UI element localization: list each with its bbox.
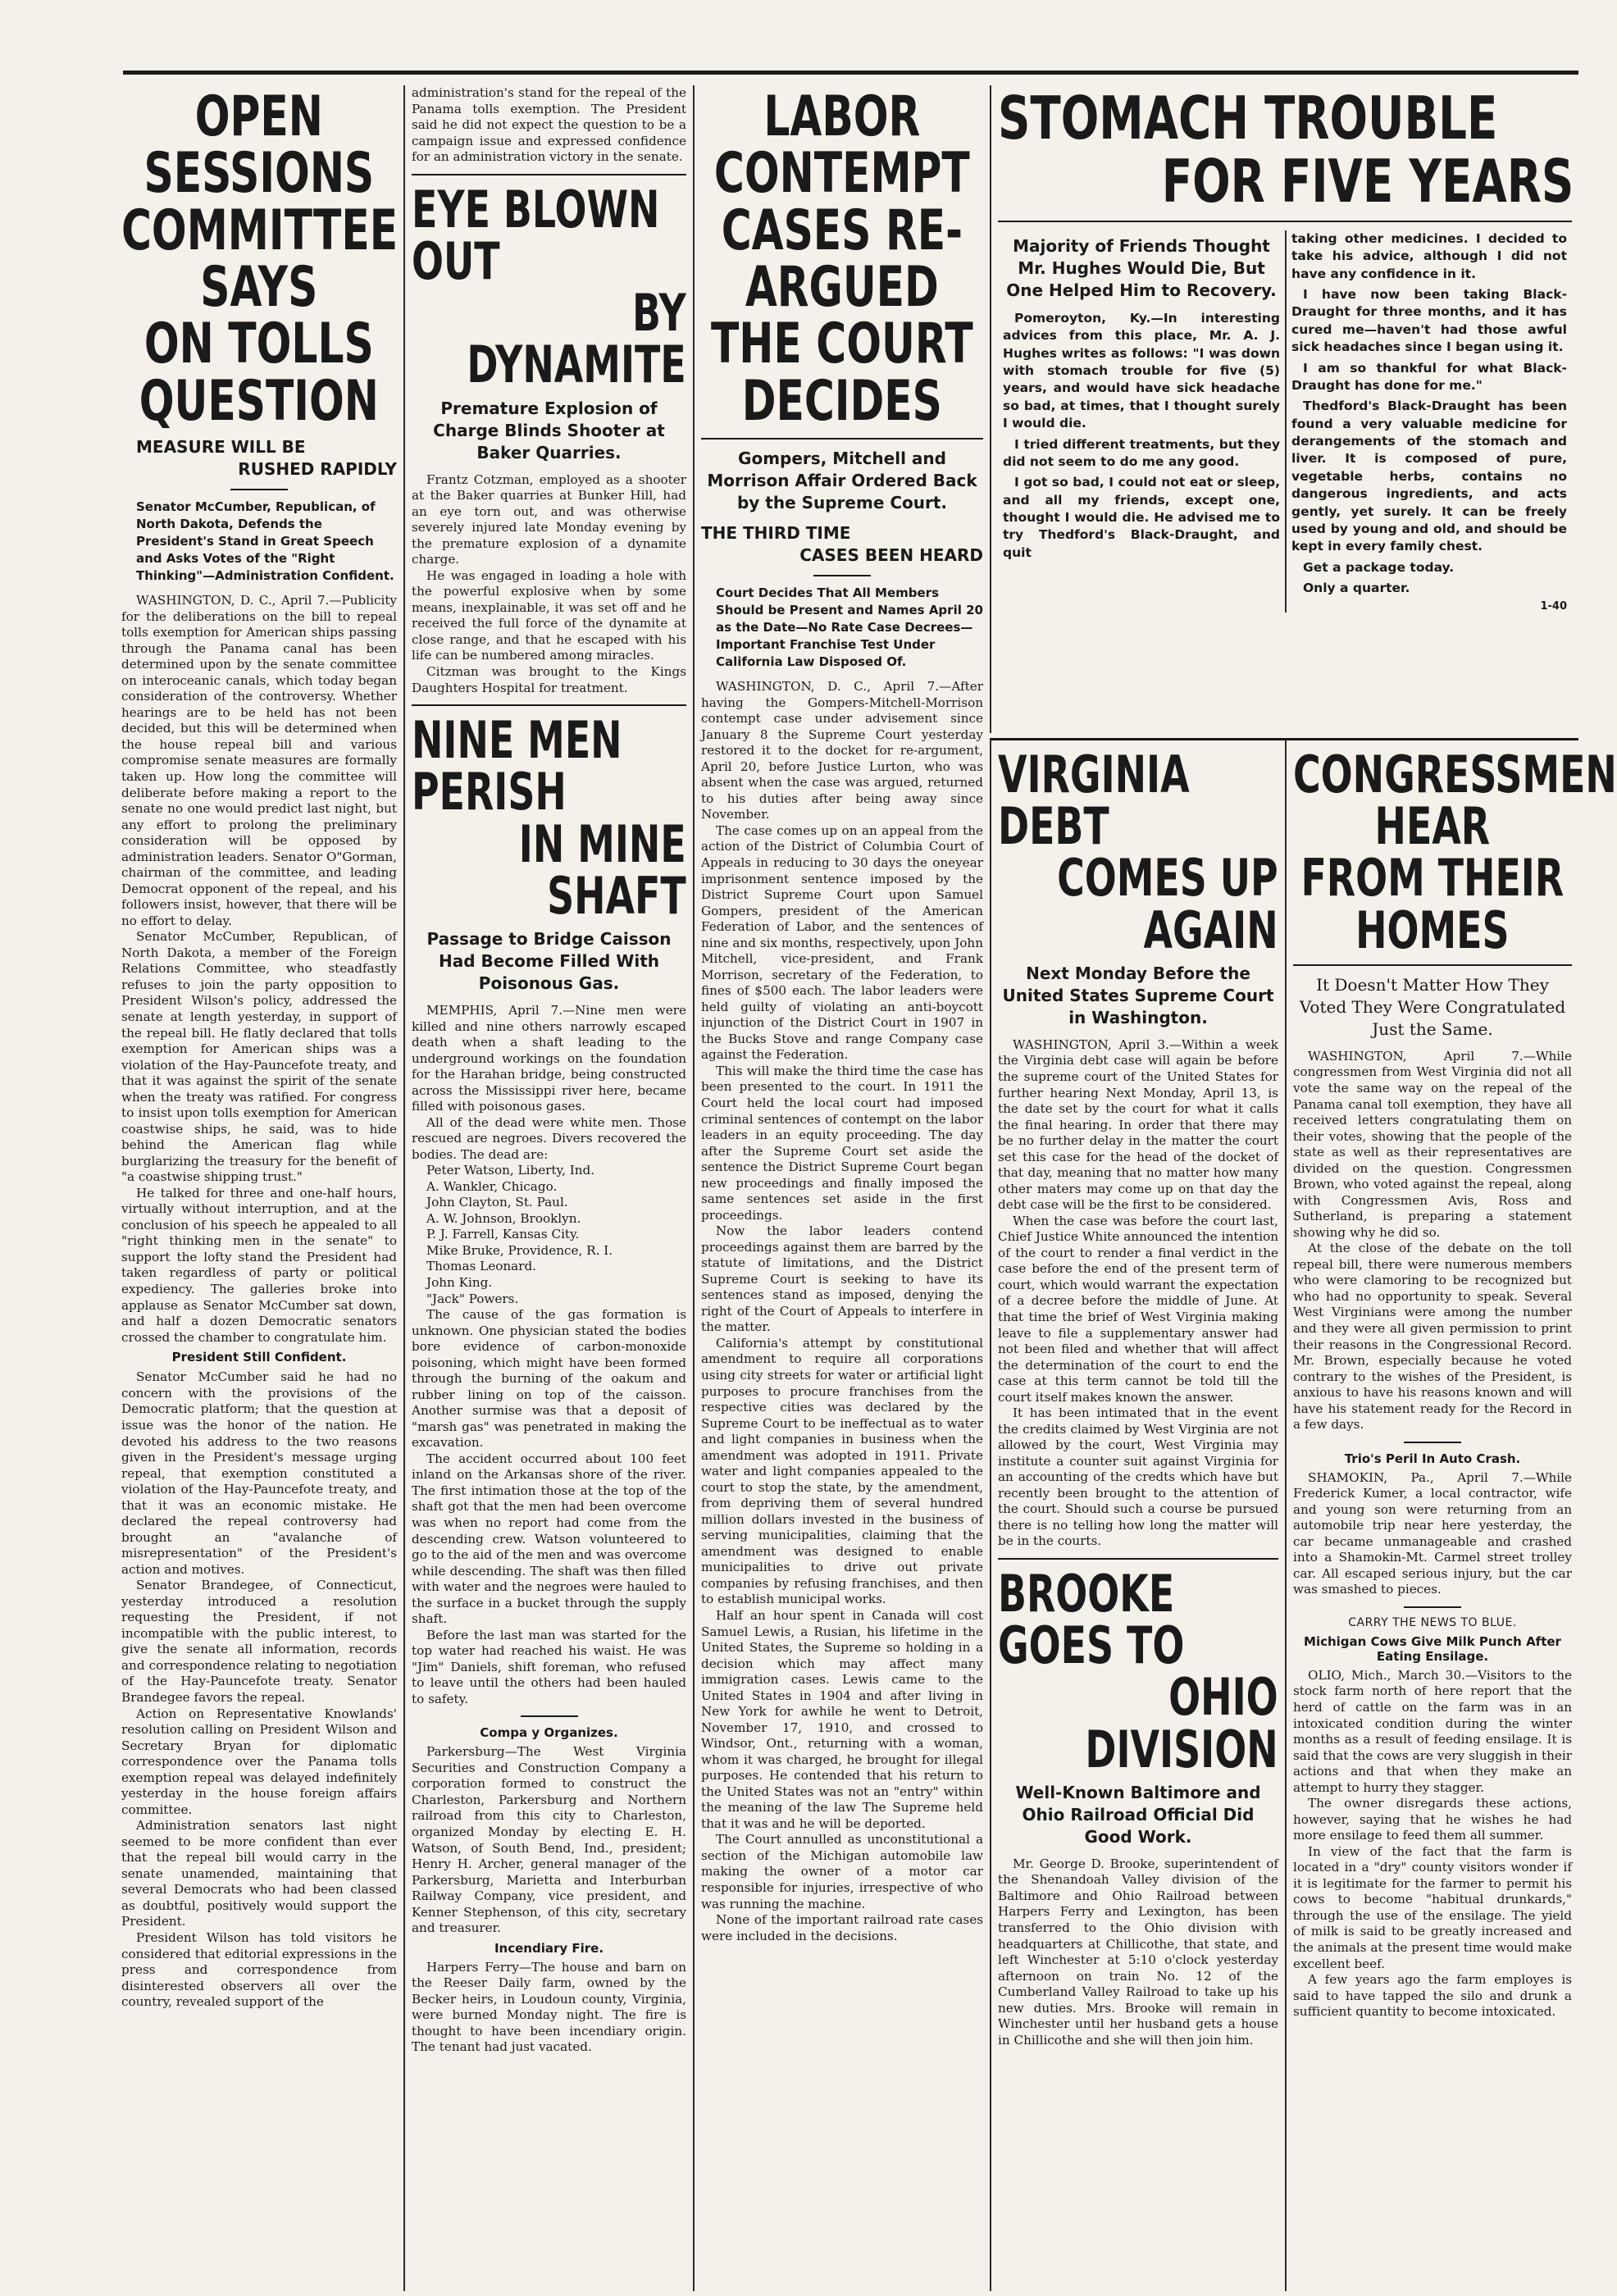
paragraph: taking other medicines. I decided to take his advice, although I did not have any confidence in it. — [1291, 230, 1567, 281]
headline-line: OHIO DIVISION — [1085, 1667, 1278, 1779]
paragraph: The cause of the gas formation is unknown. One physician stated the bodies bore evidence of carbon-monoxide poisoning, which might have been formed through the burning of the oakum and rubber lining on top of the caisson. Another surmise was that a deposit of "marsh gas" was penetrated in making the excavation. — [412, 1307, 686, 1451]
summary: Senator McCumber, Republican, of North Dakota, Defends the President's Stand in Great Speech and Asks Votes of the "Right Thinking"—Administration Confident. — [136, 499, 394, 584]
paragraph: Senator McCumber said he had no concern with the provisions of the Democratic platform; that the question at issue was the honor of the nation. He devoted his address to the two reasons given in the President's message urging repeal, that exemption constituted a violation of the Hay-Pauncefote treaty, and that it was an economic mistake. He declared the repeal controversy had brought an "avalanche of misrepresentation" of the President's action and motives. — [121, 1369, 397, 1577]
paragraph: Mr. George D. Brooke, superintendent of the Shenandoah Valley division of the Baltimore and Ohio Railroad between Harpers Ferry and Lexington, has been transferred to the Ohio division with headquarters at Chillicothe, that state, and left Winchester at 5:10 o'clock yesterday afternoon on train No. 12 of the Cumberland Valley Railroad to take up his new duties. Mrs. Brooke will remain in Winchester until her husband gets a house in Chillicothe and she will then join him. — [998, 1856, 1278, 2048]
deck: Passage to Bridge Caisson Had Become Filled With Poisonous Gas. — [426, 928, 672, 993]
ad-body — [998, 230, 1572, 613]
deck-line: RUSHED RAPIDLY — [238, 459, 397, 480]
divider — [1293, 964, 1572, 966]
paragraph: WASHINGTON, April 3.—Within a week the Virginia debt case will again be before the supreme court of the United States for further hearing Next Monday, April 13, is the date set by the court for what it calls the final hearing. In order that there may be no further delay in the matter the court set this case for the head of the docket of that day, meaning that no matter how many other maters may come up on that day the debt case will be the first to be considered. — [998, 1036, 1278, 1213]
article-body — [701, 679, 983, 1944]
paragraph: In view of the fact that the farm is located in a "dry" county visitors wonder if it is legitimate for the farmer to permit his cows to become "habitual drunkards," through the use of the ensilage. The yield of milk is said to be greatly increased and the animals at the present time would make excellent beef. — [1293, 1843, 1572, 1971]
ad-headline: STOMACH TROUBLE — [998, 84, 1498, 153]
paragraph: OLIO, Mich., March 30.—Visitors to the stock farm north of here report that the herd of cattle on the farm was in an intoxicated condition during the winter months as a result of feeding ensilage. It is said that the cows are very sluggish in their actions and that when they make an attempt to hurry they stagger. — [1293, 1667, 1572, 1795]
headline-line: CASES RE-ARGUED — [721, 198, 963, 321]
list-item: Thomas Leonard. — [426, 1259, 536, 1274]
headline-line: BY DYNAMITE — [467, 283, 686, 395]
headline-labor-contempt — [701, 84, 983, 434]
headline-line: FROM THEIR HOMES — [1300, 848, 1565, 960]
paragraph: It has been intimated that in the event the credits claimed by West Virginia are not allowed by the court, West Virginia may institute a counter suit against Virginia for an accounting of the credts which have but recently been brought to the attention of the court. Should such a course be pursued there is no telling how long the matter will be in the courts. — [998, 1405, 1278, 1549]
paragraph: Harpers Ferry—The house and barn on the Reeser Daily farm, owned by the Becker heirs, in Loudoun county, Virginia, were burned Monday night. The fire is thought to have been incendiary origin. The tenant had just vacated. — [412, 1959, 686, 2055]
paragraph: Action on Representative Knowlands' resolution calling on President Wilson and Secretary Bryan for diplomatic correspondence over the Panama tolls exemption repeal was delayed indefinitely yesterday in the house foreign affairs committee. — [121, 1706, 397, 1817]
column-3 — [693, 85, 990, 2291]
headline-line: CONGRESSMEN HEAR — [1293, 745, 1617, 857]
article-body — [1293, 1049, 1572, 1433]
headline-line: COMMITTEE SAYS — [121, 198, 399, 321]
ad-text — [1291, 230, 1567, 598]
paragraph: Administration senators last night seemed to be more confident than ever that the repeal bill would carry in the senate unamended, maintaining that several Democrats who had been classed as doubtful, positively would support the President. — [121, 1818, 397, 1929]
headline-nine-men-perish — [412, 710, 686, 926]
article-body — [121, 593, 397, 2010]
ad-column — [1285, 230, 1572, 613]
article-body — [998, 1856, 1278, 2048]
paragraph: Pomeroyton, Ky.—In interesting advices from this place, Mr. A. J. Hughes writes as follows: "I was down with stomach trouble for five (5) years, and would have sick headache so bad, at times, that I thought surely I would die. — [1003, 310, 1280, 431]
column-2 — [403, 85, 693, 2291]
column-5 — [1285, 738, 1617, 2291]
divider — [521, 1715, 578, 1717]
article-body — [412, 472, 686, 696]
headline-virginia-debt — [998, 745, 1278, 960]
headline-congressmen-hear — [1293, 745, 1617, 960]
divider — [230, 489, 288, 490]
divider — [412, 704, 686, 706]
paragraph: Thedford's Black-Draught has been found a very valuable medicine for derangements of the stomach and liver. It is composed of pure, vegetable herbs, contains no dangerous ingredients, and acts gently, yet surely. It can be freely used by young and old, and should be kept in every family chest. — [1291, 399, 1567, 554]
article-body — [412, 1744, 686, 1936]
paragraph: President Wilson has told visitors he considered that editorial expressions in the press and correspondence from disinterested observers all over the country, revealed support of the — [121, 1929, 397, 2010]
article-body — [412, 1960, 686, 2056]
article-body — [998, 1037, 1278, 1550]
paragraph: None of the important railroad rate cases were included in the decisions. — [701, 1912, 983, 1943]
list-item: Peter Watson, Liberty, Ind. — [426, 1163, 595, 1178]
deck: Premature Explosion of Charge Blinds Shooter at Baker Quarries. — [433, 398, 665, 462]
deck: Gompers, Mitchell and Morrison Affair Ordered Back by the Supreme Court. — [707, 449, 977, 513]
paragraph: MEMPHIS, April 7.—Nine men were killed and nine others narrowly escaped death when a shaft leading to the underground workings on the foundation for the Harahan bridge, being constructed across the Mississippi river here, became filled with poisonous gases. — [412, 1002, 686, 1114]
paragraph: Citzman was brought to the Kings Daughters Hospital for treatment. — [412, 663, 686, 695]
article-continuation — [412, 85, 686, 166]
paragraph: When the case was before the court last, Chief Justice White announced the intention of the court to render a final verdict in the case before the end of the present term of court, which would warrant the expectation of a decree before the middle of June. At that time the brief of West Virginia making leave to file a supplementary answer had not been filed and whether that will affect the determination of the court to end the case at this term cannot be told till the court itself makes known the answer. — [998, 1213, 1278, 1405]
deck — [701, 522, 983, 567]
paragraph: The case comes up on an appeal from the action of the District of Columbia Court of Appeals in reducing to 30 days the oneyear imprisonment sentence imposed by the District Supreme Court upon Samuel Gompers, president of the American Federation of Labor, and the sentences of nine and six months, respectively, upon John Mitchell, vice-president, and Frank Morrison, secretary of the Federation, to fines of $500 each. The labor leaders were held guilty of violating an anti-boycott injunction of the District Court in 1907 in the Bucks Stove and range Company case against the Federation. — [701, 822, 983, 1063]
headline-brooke-goes — [998, 1563, 1278, 1779]
headline-line: NINE MEN PERISH — [412, 710, 622, 822]
caps-headline: CARRY THE NEWS TO BLUE. — [1348, 1615, 1517, 1629]
paragraph: Senator McCumber, Republican, of North Dakota, a member of the Foreign Relations Committee, who steadfastly refuses to join the party opposition to President Wilson's policy, addressed the senate at length yesterday, in support of the repeal bill. He flatly declared that tolls exemption for American ships was a violation of the Hay-Pauncefote treaty, and that it was against the spirit of the senate when the treaty was ratified. For congress to insist upon tolls exemption for American coastwise ships, he said, was to hide behind the American flag while burglarizing the treasury for the benefit of "a coastwise shipping trust." — [121, 929, 397, 1185]
top-rule — [123, 71, 1578, 75]
deck: Next Monday Before the United States Supreme Court in Washington. — [1002, 963, 1274, 1027]
divider — [1404, 1442, 1461, 1443]
deck — [136, 436, 397, 481]
paragraph: He talked for three and one-half hours, virtually without interruption, and at the conclusion of his speech he appealed to all "right thinking men in the senate" to support the lofty stand the President had taken regardless of party or political expediency. The galleries broke into applause as Senator McCumber sat down, and half a dozen Democratic senators crossed the chamber to congratulate him. — [121, 1185, 397, 1345]
divider — [412, 174, 686, 175]
ad-column — [998, 230, 1285, 613]
subhead: President Still Confident. — [171, 1350, 347, 1365]
column-4 — [990, 738, 1285, 2291]
paragraph: Half an hour spent in Canada will cost Samuel Lewis, a Rusian, his lifetime in the United States, the Supreme so holding in a decision which may affect many immigration cases. Lewis came to the United States in 1904 and after living in New York for awhile he went to Detroit, November 17, 1910, and crossed to Windsor, Ont., returning with a woman, whom it was charged, he brought for illegal purposes. He contended that his return to the United States was not an "entry" within the meaning of the law The Supreme held that it was and he will be deported. — [701, 1607, 983, 1831]
column-1 — [115, 85, 403, 2291]
divider — [1404, 1606, 1461, 1608]
headline-eye-blown-out — [412, 179, 686, 395]
divider — [813, 575, 871, 576]
paragraph: Parkersburg—The West Virginia Securities and Construction Company a corporation formed to construct the Charleston, Parkersburg and Northern railroad from this city to Charleston, organized Monday by electing E. H. Watson, of South Bend, Ind., president; Henry H. Archer, general manager of the Parkersburg, Marietta and Interburban Railway Company, vice president, and Kenner Stephenson, of this city, secretary and treasurer. — [412, 1744, 686, 1936]
list-item: A. Wankler, Chicago. — [426, 1178, 558, 1194]
article-body — [412, 1003, 686, 1163]
headline-line: COMES UP AGAIN — [1057, 848, 1278, 960]
list-item: P. J. Farrell, Kansas City. — [426, 1227, 580, 1242]
deck-line: MEASURE WILL BE — [136, 437, 306, 458]
divider — [998, 1558, 1278, 1560]
headline-line: EYE BLOWN OUT — [412, 179, 660, 291]
list-item: John King. — [426, 1275, 493, 1290]
list-item: Mike Bruke, Providence, R. I. — [426, 1242, 613, 1258]
paragraph: The accident occurred about 100 feet inland on the Arkansas shore of the river. The first intimation those at the top of the shaft got that the men had been overcome was when no report had come from the descending crew. Watson volunteered to go to the aid of the men and was overcome while descending. The shaft was then filled with water and the negroes were hauled to the surface in a bucket through the supply shaft. — [412, 1451, 686, 1627]
paragraph: Now the labor leaders contend proceedings against them are barred by the statute of limitations, and the District Supreme Court is seeking to have its sentences stand as imposed, denying the right of the Court of Appeals to interfere in the matter. — [701, 1223, 983, 1335]
paragraph: WASHINGTON, April 7.—While congressmen from West Virginia did not all vote the same way on the repeal of the Panama canal toll exemption, they have all received letters congratulating them on their votes, showing that the people of the state as well as their representatives are divided on the question. Congressmen Brown, who voted against the repeal, along with Congressmen Avis, Ross and Sutherland, is preparing a statement showing why he did so. — [1293, 1048, 1572, 1240]
subhead: Incendiary Fire. — [494, 1940, 604, 1956]
article-body — [1293, 1470, 1572, 1598]
headline-line: ON TOLLS QUESTION — [139, 312, 379, 434]
paragraph: I tried different treatments, but they did not seem to do me any good. — [1003, 436, 1280, 469]
paragraph: The owner disregards these actions, however, saying that he wishes he had more ensilage to feed them all summer. — [1293, 1796, 1572, 1843]
ad-deck: Majority of Friends Thought Mr. Hughes Would Die, But One Helped Him to Recovery. — [1006, 235, 1277, 300]
paragraph: California's attempt by constitutional amendment to require all corporations using city streets for water or artificial light purposes to procure franchises from the respective cities was declared by the Supreme Court to be ineffectual as to water and light companies in business when the amendment was adopted in 1911. Private water and light companies appealed to the court to stop the state, by the amendment, from depriving them of several hundred million dollars invested in the business of serving municipalities, claiming that the amendment was designed to enable municipalities to drive out private companies by refusing franchises, and then to establish municipal works. — [701, 1335, 983, 1607]
headline-line: OPEN SESSIONS — [143, 84, 375, 207]
subhead: Michigan Cows Give Milk Punch After Eating Ensilage. — [1304, 1633, 1561, 1664]
paragraph: I am so thankful for what Black-Draught has done for me." — [1291, 360, 1567, 393]
paragraph: Senator Brandegee, of Connecticut, yesterday introduced a resolution requesting the President, if not incompatible with the public interest, to give the senate all information, records and correspondence relating to negotiation of the Hay-Pauncefote treaty. Senator Brandegee favors the repeal. — [121, 1578, 397, 1706]
headline-line: IN MINE SHAFT — [518, 813, 686, 926]
headline-line: VIRGINIA DEBT — [998, 745, 1190, 857]
paragraph: All of the dead were white men. Those rescued are negroes. Divers recovered the bodies. The dead are: — [412, 1114, 686, 1162]
ad-headline: FOR FIVE YEARS — [1161, 147, 1574, 216]
divider — [998, 221, 1572, 222]
headline-line: THE COURT DECIDES — [710, 312, 973, 434]
subhead: Compa y Organizes. — [480, 1725, 618, 1741]
paragraph: At the close of the debate on the toll repeal bill, there were numerous members who were clamoring to be recognized but who had no opportunity to speak. Several West Virginians were among the number and they were all given permission to print their reasons in the Congressional Record. Mr. Brown, especially because he voted contrary to the wishes of the President, is anxious to have his reasons known and will have his statement ready for the Record in a few days. — [1293, 1241, 1572, 1433]
ad-text — [1003, 310, 1280, 562]
paragraph: WASHINGTON, D. C., April 7.—After having the Gompers-Mitchell-Morrison contempt case under advisement since January 8 the Supreme Court yesterday restored it to the docket for re-argument, April 20, before Justice Lurton, who was absent when the case was argued, returned to his duties after being away since November. — [701, 679, 983, 822]
ad-code: 1-40 — [1540, 600, 1567, 613]
list-item: "Jack" Powers. — [426, 1291, 519, 1306]
deck: It Doesn't Matter How They Voted They Were Congratulated Just the Same. — [1299, 974, 1566, 1039]
deck: Well-Known Baltimore and Ohio Railroad Official Did Good Work. — [1015, 1782, 1261, 1847]
paragraph: I have now been taking Black-Draught for three months, and it has cured me—haven't had those awful sick headaches since I began using it. — [1291, 287, 1567, 355]
advertisement-black-draught — [990, 85, 1578, 733]
paragraph: A few years ago the farm employes is said to have tapped the silo and drunk a sufficient quantity to become intoxicated. — [1293, 1972, 1572, 2020]
paragraph: SHAMOKIN, Pa., April 7.—While Frederick Kumer, a local contractor, wife and young son were returning from an automobile trip near here yesterday, the car became unmanageable and crashed into a Shamokin-Mt. Carmel street trolley car. All escaped serious injury, but the car was smashed to pieces. — [1293, 1469, 1572, 1597]
headline-open-sessions — [121, 84, 399, 434]
deck-line: CASES BEEN HEARD — [799, 545, 983, 566]
paragraph: WASHINGTON, D. C., April 7.—Publicity for the deliberations on the bill to repeal tolls exemption for American ships passing through the Panama canal has been determined upon by the senate committee on interoceanic canals, which today began consideration of the controversy. Whether hearings are to be held has not been decided, but this will be determined when the house repeal bill and various compromise senate measures are formally taken up. How long the committee will deliberate before making a report to the senate no one would predict last night, but any effort to prolong the preliminary consideration will be opposed by administration leaders. Senator O"Gorman, chairman of the committee, and leading Democrat opponent of the repeal, and his followers insist, however, that there will be no effort to delay. — [121, 593, 397, 928]
paragraph: administration's stand for the repeal of the Panama tolls exemption. The President said he did not expect the question to be a campaign issue and expressed confidence for an administration victory in the senate. — [412, 85, 686, 165]
summary: Court Decides That All Members Should be Present and Names April 20 as the Date—No Rate Case Decrees—Important Franchise Test Under California Law Disposed Of. — [716, 585, 983, 670]
subhead: Trio's Peril In Auto Crash. — [1344, 1451, 1521, 1466]
deck-line: THE THIRD TIME — [701, 523, 851, 544]
paragraph: The Court annulled as unconstitutional a section of the Michigan automobile law making the owner of a motor car responsible for injuries, irrespective of who was running the machine. — [701, 1832, 983, 1911]
article-body — [1293, 1668, 1572, 2020]
paragraph: He was engaged in loading a hole with the powerful explosive when by some means, inexplainable, it was set off and he received the full force of the dynamite at close range, and that he escaped with his life can be numbered among miracles. — [412, 567, 686, 663]
paragraph: Before the last man was started for the top water had reached his waist. He was "Jim" Daniels, shift foreman, who refused to leave until the others had been hauled to safety. — [412, 1627, 686, 1706]
dead-list — [426, 1163, 686, 1307]
paragraph: Get a package today. — [1303, 559, 1455, 575]
list-item: A. W. Johnson, Brooklyn. — [426, 1210, 581, 1226]
paragraph: I got so bad, I could not eat or sleep, and all my friends, except one, thought I would die. He advised me to try Thedford's Black-Draught, and quit — [1003, 475, 1280, 560]
article-body — [412, 1307, 686, 1707]
headline-line: LABOR CONTEMPT — [713, 84, 970, 207]
divider — [701, 438, 983, 440]
paragraph: Only a quarter. — [1303, 581, 1410, 595]
list-item: John Clayton, St. Paul. — [426, 1195, 568, 1210]
paragraph: This will make the third time the case has been presented to the court. In 1911 the Court held the local court had imposed criminal sentences of contempt on the labor leaders in an equity proceeding. The day after the Supreme Court set aside the sentence the District Supreme Court began new proceedings and finally imposed the same sentences set aside in the first proceedings. — [701, 1063, 983, 1223]
paragraph: Frantz Cotzman, employed as a shooter at the Baker quarries at Bunker Hill, had an eye torn out, and was otherwise severely injured late Monday evening by the premature explosion of a dynamite charge. — [412, 472, 686, 567]
headline-line: BROOKE GOES TO — [998, 1563, 1185, 1676]
